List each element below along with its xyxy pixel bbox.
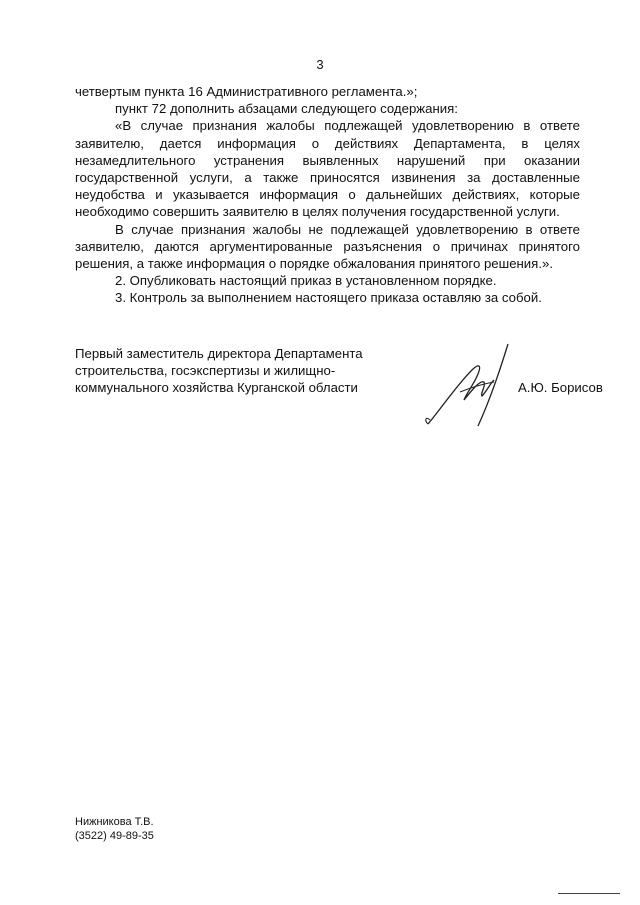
executor-phone: (3522) 49-89-35 [75, 830, 154, 842]
footer-divider [558, 893, 620, 894]
signer-position-line: коммунального хозяйства Курганской области [75, 380, 358, 396]
quote-paragraph-1: «В случае признания жалобы подлежащей удовлетворению в ответе заявителю, дается информация о действиях Департамента, в целях незамедлительного устранения выявленных нарушений при оказании государственной услуги, а также приносятся извинения за доставленные неудобства и указывается информация о дальнейших действиях, которые необходимо совершить заявителю в целях получения государственной услуги. [75, 118, 580, 220]
signer-position-line: Первый заместитель директора Департамента [75, 346, 363, 361]
quote-paragraph-2: В случае признания жалобы не подлежащей удовлетворению в ответе заявителю, даются аргументированные разъяснения о причинах принятого решения, а также информация о порядке обжалования принятого решения.». [75, 221, 580, 272]
lead-line: четвертым пункта 16 Административного регламента.»; [75, 84, 418, 99]
signer-position [75, 345, 405, 397]
handwritten-signature [420, 340, 520, 432]
page-number: 3 [316, 57, 324, 72]
item-2: 2. Опубликовать настоящий приказ в установленном порядке. [115, 273, 497, 289]
document-body [75, 83, 580, 307]
executor-name: Нижникова Т.В. [75, 816, 154, 828]
item-72-intro: пункт 72 дополнить абзацами следующего содержания: [115, 101, 458, 117]
signer-position-line: строительства, госэкспертизы и жилищно- [75, 363, 336, 379]
item-3: 3. Контроль за выполнением настоящего приказа оставляю за собой. [115, 290, 542, 306]
signer-name: А.Ю. Борисов [518, 380, 603, 395]
executor-info [75, 815, 154, 843]
